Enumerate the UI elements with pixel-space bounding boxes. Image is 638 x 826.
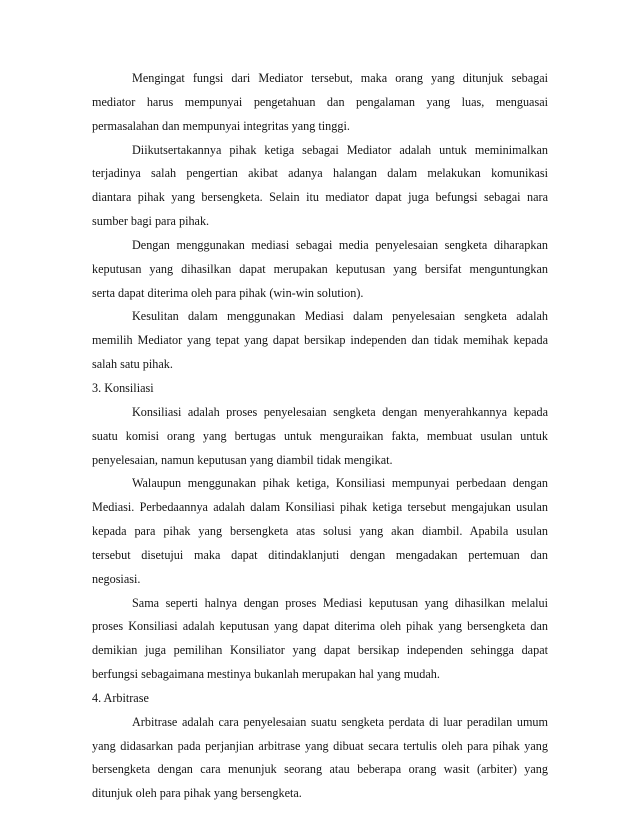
text-line: Kesulitan dalam menggunakan Mediasi dalam penyelesaian sengketa adalah [132, 309, 548, 324]
text-line: mediator harus mempunyai pengetahuan dan pengalaman yang luas, menguasai [92, 94, 548, 109]
text-line: salah satu pihak. [92, 357, 173, 372]
text-line: yang didasarkan pada perjanjian arbitrase yang dibuat secara tertulis oleh para pihak yang [92, 738, 548, 753]
text-line: keputusan yang dihasilkan dapat merupakan keputusan yang bersifat menguntungkan [92, 261, 548, 276]
text-line: Dengan menggunakan mediasi sebagai media penyelesaian sengketa diharapkan [132, 237, 548, 252]
text-line: Diikutsertakannya pihak ketiga sebagai Mediator adalah untuk meminimalkan [132, 142, 548, 157]
text-line: negosiasi. [92, 571, 141, 586]
text-line: memilih Mediator yang tepat yang dapat bersikap independen dan tidak memihak kepada [92, 333, 548, 348]
text-line: Walaupun menggunakan pihak ketiga, Konsiliasi mempunyai perbedaan dengan [132, 476, 548, 491]
text-line: demikian juga pemilihan Konsiliator yang dapat bersikap independen sehingga dapat [92, 643, 548, 658]
text-line: Mediasi. Perbedaannya adalah dalam Konsiliasi pihak ketiga tersebut mengajukan usulan [92, 500, 548, 515]
text-line: kepada para pihak yang bersengketa atas solusi yang akan diambil. Apabila usulan [92, 524, 548, 539]
section-heading: 3. Konsiliasi [92, 380, 154, 395]
text-line: terjadinya salah pengertian akibat adanya halangan dalam melakukan komunikasi [92, 166, 548, 181]
text-line: Konsiliasi adalah proses penyelesaian sengketa dengan menyerahkannya kepada [132, 404, 548, 419]
text-line: tersebut disetujui maka dapat ditindaklanjuti dengan mengadakan pertemuan dan [92, 547, 548, 562]
text-line: penyelesaian, namun keputusan yang diambil tidak mengikat. [92, 452, 393, 467]
text-line: bersengketa dengan cara menunjuk seorang atau beberapa orang wasit (arbiter) yang [92, 762, 548, 777]
text-line: Mengingat fungsi dari Mediator tersebut, maka orang yang ditunjuk sebagai [132, 71, 548, 85]
text-line: Sama seperti halnya dengan proses Mediasi keputusan yang dihasilkan melalui [132, 595, 548, 610]
text-line: suatu komisi orang yang bertugas untuk menguraikan fakta, membuat usulan untuk [92, 428, 548, 443]
text-line: diantara pihak yang bersengketa. Selain itu mediator dapat juga befungsi sebagai nara [92, 190, 548, 205]
section-heading: 4. Arbitrase [92, 690, 149, 705]
text-line: sumber bagi para pihak. [92, 214, 210, 229]
text-line: proses Konsiliasi adalah keputusan yang dapat diterima oleh pihak yang bersengketa dan [92, 619, 548, 634]
text-line: serta dapat diterima oleh para pihak (win-win solution). [92, 285, 364, 300]
text-line: Arbitrase adalah cara penyelesaian suatu sengketa perdata di luar peradilan umum [132, 714, 548, 729]
text-line: ditunjuk oleh para pihak yang bersengketa. [92, 786, 302, 801]
text-line: permasalahan dan mempunyai integritas yang tinggi. [92, 118, 350, 133]
text-line: berfungsi sebagaimana mestinya bukanlah merupakan hal yang mudah. [92, 667, 440, 682]
